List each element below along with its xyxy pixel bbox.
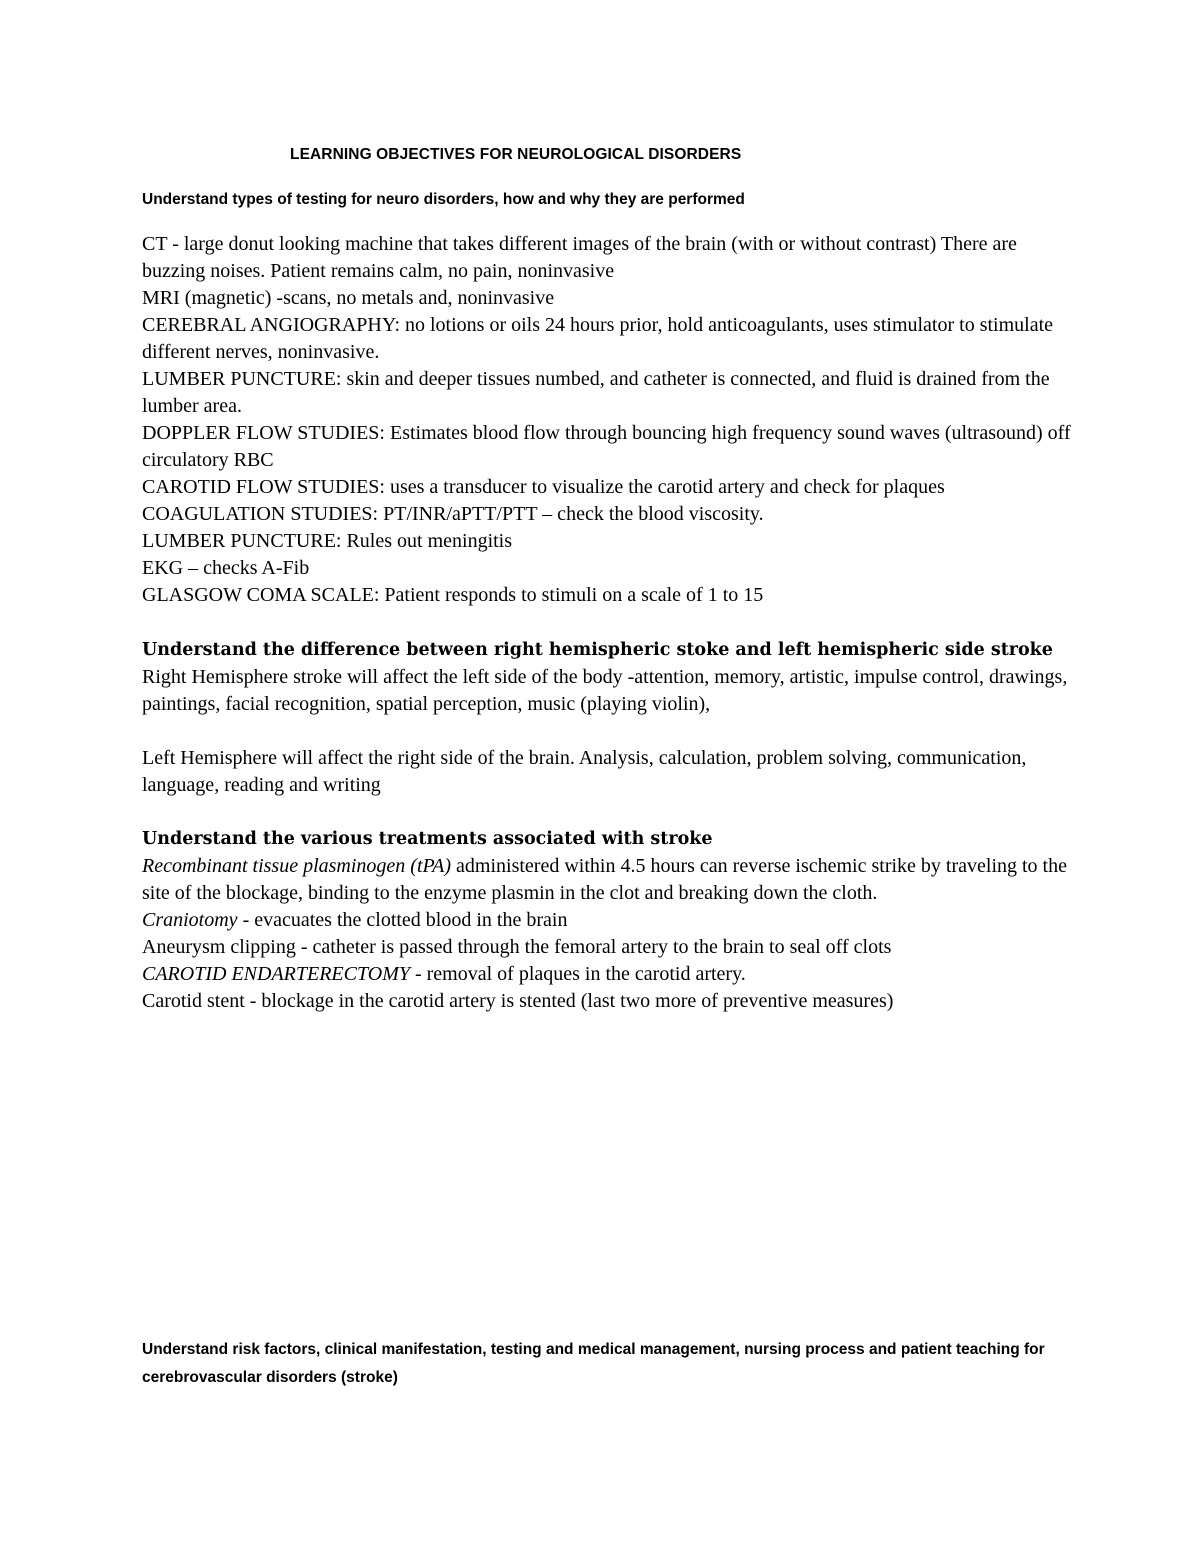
- test-carotid-flow: CAROTID FLOW STUDIES: uses a transducer to visualize the carotid artery and check for plaques: [142, 476, 945, 498]
- section-treatments-heading: Understand the various treatments associated with stroke: [142, 829, 713, 849]
- treatment-tpa: [142, 853, 1072, 907]
- test-glasgow: GLASGOW COMA SCALE: Patient responds to stimuli on a scale of 1 to 15: [142, 584, 764, 606]
- test-ct: CT - large donut looking machine that takes different images of the brain (with or without contrast) There are buzzing noises. Patient remains calm, no pain, noninvasive: [142, 233, 1017, 282]
- treatment-craniotomy-term: Craniotomy: [142, 909, 238, 931]
- section-testing-body: [142, 231, 1072, 1015]
- treatment-aneurysm-clipping: Aneurysm clipping - catheter is passed through the femoral artery to the brain to seal off clots: [142, 936, 892, 958]
- test-cerebral-angiography: CEREBRAL ANGIOGRAPHY: no lotions or oils 24 hours prior, hold anticoagulants, uses stimulator to stimulate different nerves, noninvasive.: [142, 314, 1054, 363]
- treatment-craniotomy: [142, 907, 1072, 934]
- test-ekg: EKG – checks A-Fib: [142, 557, 310, 579]
- treatment-endarterectomy: [142, 961, 1072, 988]
- treatment-carotid-stent: Carotid stent - blockage in the carotid artery is stented (last two more of preventive measures): [142, 990, 894, 1012]
- treatment-tpa-text: administered within 4.5 hours can reverse ischemic strike by traveling to the site of the blockage, binding to the enzyme plasmin in the clot and breaking down the cloth.: [142, 855, 1067, 904]
- test-coagulation: COAGULATION STUDIES: PT/INR/aPTT/PTT – check the blood viscosity.: [142, 503, 764, 525]
- section-testing-heading: Understand types of testing for neuro disorders, how and why they are performed: [142, 191, 745, 208]
- left-hemisphere-text: Left Hemisphere will affect the right side of the brain. Analysis, calculation, problem solving, communication, language, reading and writing: [142, 747, 1027, 796]
- section-risk-factors-heading: Understand risk factors, clinical manifestation, testing and medical management, nursing process and patient teaching for cerebrovascular disorders (stroke): [142, 1341, 1045, 1386]
- test-mri: MRI (magnetic) -scans, no metals and, noninvasive: [142, 287, 555, 309]
- treatment-endarterectomy-text: - removal of plaques in the carotid artery.: [409, 963, 746, 985]
- section-hemisphere-heading: Understand the difference between right hemispheric stoke and left hemispheric side stroke: [142, 640, 1053, 660]
- treatment-endarterectomy-term: CAROTID ENDARTERECTOMY: [142, 963, 410, 985]
- treatment-tpa-term: Recombinant tissue plasminogen (tPA): [142, 855, 452, 877]
- right-hemisphere-text: Right Hemisphere stroke will affect the left side of the body -attention, memory, artistic, impulse control, drawings, paintings, facial recognition, spatial perception, music (playing violin),: [142, 666, 1068, 715]
- document-title: LEARNING OBJECTIVES FOR NEUROLOGICAL DISORDERS: [290, 146, 742, 163]
- test-lumber-puncture-2: LUMBER PUNCTURE: Rules out meningitis: [142, 530, 513, 552]
- treatment-craniotomy-text: - evacuates the clotted blood in the brain: [237, 909, 568, 931]
- test-doppler-flow: DOPPLER FLOW STUDIES: Estimates blood flow through bouncing high frequency sound waves (ultrasound) off circulatory RBC: [142, 422, 1071, 471]
- test-lumber-puncture: LUMBER PUNCTURE: skin and deeper tissues numbed, and catheter is connected, and fluid is drained from the lumber area.: [142, 368, 1050, 417]
